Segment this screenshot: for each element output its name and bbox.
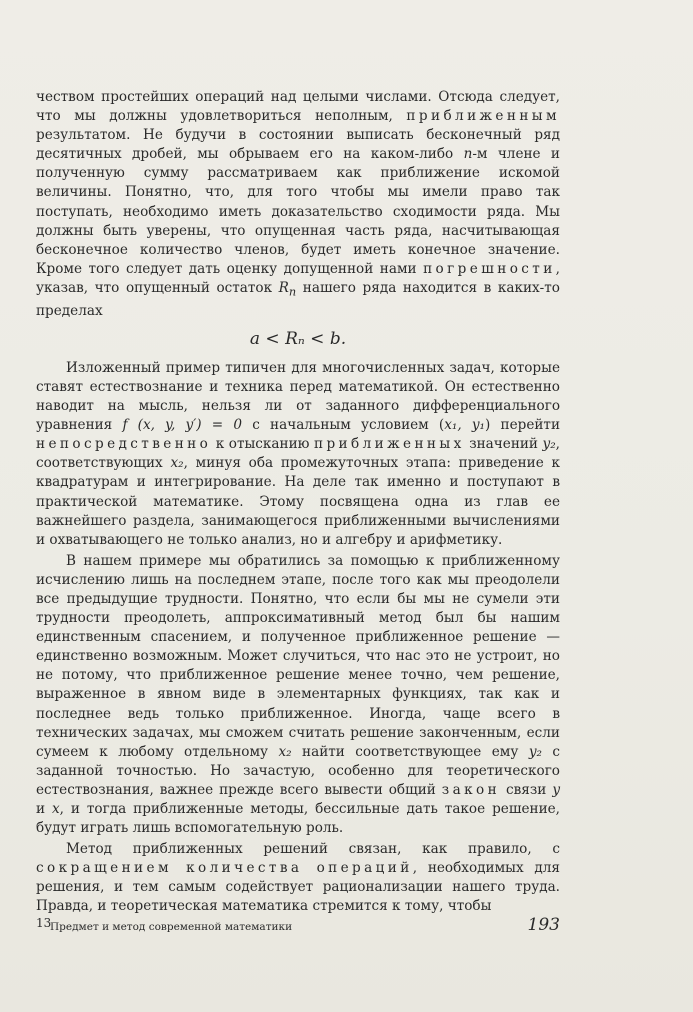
emphasis-law: закон (441, 781, 501, 798)
paragraph-4: Метод приближенных решений связан, как правило, с сокращением количества операций, необходимых для решения, и тем самым содействует рационализации нашего труда. Правда, и теоретическая математика стремится к тому, чтобы (36, 841, 560, 915)
paragraph-1: чеством простейших операций над целыми числами. Отсюда следует, что мы должны удовлетвориться неполным, приближенным результатом. Не будучи в состоянии выписать бесконечный ряд десятичных дробей, мы обрываем его на каком-либо n-м члене и полученную сумму рассматриваем как приближение искомой величины. Понятно, что, для того чтобы мы имели право так поступать, необходимо иметь доказательство сходимости ряда. Мы должны быть уверены, что опущенная часть ряда, насчитывающая бесконечное количество членов, будет иметь конечное значение. Кроме того следует дать оценку допущенной нами погрешности, указав, что опущенный остаток $R_n$ нашего ряда находится в каких-то пределах (36, 89, 560, 319)
math-equation: f (x, y, y′) = 0 (122, 417, 243, 434)
page-number: 193 (527, 915, 560, 935)
formula-inequality: a < Rₙ < b. (249, 328, 347, 349)
var-y: y (552, 781, 560, 798)
emphasis-reduction: сокращением количества операций (36, 860, 413, 877)
paragraph-2: Изложенный пример типичен для многочисленных задач, которые ставят естествознание и техника перед математикой. Он естественно наводит на мысль, нельзя ли от заданного дифференциального уравнения f (x, y, y′) = 0 с начальным условием (x₁, y₁) перейти непосредственно к отысканию приближенных значений y₂, соответствующих x₂, минуя оба промежуточных этапа: приведение к квадратурам и интегрирование. На деле так именно и поступают в практической математике. Этому посвящена одна из глав ее важнейшего раздела, занимающегося приближенными вычислениями и охватывающего не только анализ, но и алгебру и арифметику. (36, 359, 561, 548)
var-x2: x₂ (170, 455, 184, 472)
emphasis-directly: непосредственно (36, 436, 212, 453)
emphasis-approximate-values: приближенных (314, 436, 465, 453)
math-initial: x₁, y₁ (444, 417, 486, 434)
var-y2: y₂ (542, 436, 556, 453)
body-text (36, 88, 560, 917)
page-footer (36, 915, 560, 939)
emphasis-approximate: приближенным (406, 108, 560, 125)
var-y2: y₂ (528, 743, 542, 760)
running-title: Предмет и метод современной математики (50, 921, 293, 933)
var-R: R (278, 279, 289, 296)
paragraph-3: В нашем примере мы обратились за помощью к приближенному исчислению лишь на последнем этапе, после того как мы преодолели все предыдущие трудности. Понятно, что если бы мы не сумели эти трудности преодолеть, аппроксимативный метод был бы нашим единственным спасением, и полученное приближенное решение — единственно возможным. Может случиться, что нас это не устроит, но не потому, что приближенное решение менее точно, чем решение, выраженное в явном виде в элементарных функциях, так как и последнее ведь только приближенное. Иногда, чаще всего в технических задачах, мы сможем считать решение законченным, если сумеем к любому отдельному x₂ найти соответствующее ему y₂ с заданной точностью. Но зачастую, особенно для теоретического естествознания, важнее прежде всего вывести общий закон связи y и x, и тогда приближенные методы, бессильные дать такое решение, будут играть лишь вспомогательную роль. (36, 552, 560, 837)
var-x2: x₂ (278, 743, 292, 760)
signature-mark: 13 (36, 916, 52, 930)
var-R-subscript: n (288, 284, 297, 299)
var-x: x (52, 801, 60, 817)
var-n: n (463, 146, 473, 163)
emphasis-error: погрешности (423, 260, 556, 277)
